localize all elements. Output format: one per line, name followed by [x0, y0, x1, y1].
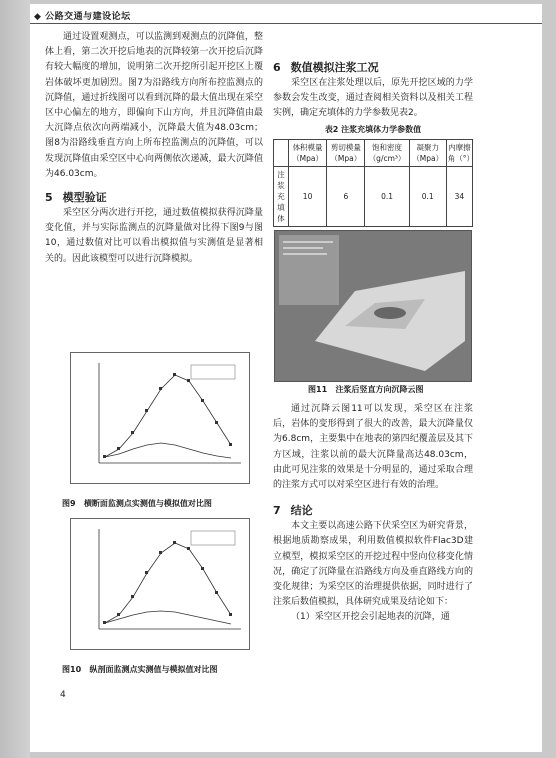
section-6-result: 通过沉降云图11可以发现，采空区在注浆后，岩体的变形得到了很大的改善，最大沉降量仅为6.8cm，主要集中在地表的第四纪覆盖层及其下方区域，注浆以前的最大沉降量高达48.03cm，由此可见注浆的效果是十分明显的，通过采取合理的注浆方式可以对采空区进行有效的治理。 — [273, 404, 473, 491]
right-column — [273, 60, 473, 227]
table-row: 注浆充填体 10 6 0.1 0.1 34 — [274, 166, 473, 226]
left-column — [45, 30, 263, 267]
header-rule — [30, 23, 542, 24]
intro-paragraph: 通过设置观测点，可以监测到观测点的沉降值，整体上看，第二次开挖后地表的沉降较第一次开挖后沉降有较大幅度的增加，说明第二次开挖所引起开挖区上覆岩体破坏更加剧烈。图7为沿路线方向所布控监测点的沉降值，通过折线图可以看到沉降的最大值出现在采空区中心偏左的地方，即偏向下山方向，并且沉降值由最大沉降点依次向两端减小，沉降最大值为48.03cm；图8为沿路线垂直方向上所布控监测点的沉降值，可以发现沉降值由采空区中心向两侧依次递减，最大沉降值为46.03cm。 — [45, 32, 263, 179]
section-6-heading: 6 数值模拟注浆工况 — [273, 61, 379, 74]
table-header-row: 体积模量（Mpa） 剪切模量（Mpa） 饱和密度（g/cm³） 凝聚力（Mpa） 内摩擦角（°） — [274, 139, 473, 166]
section-7-body: 本文主要以高速公路下伏采空区为研究背景，根据地质勘察成果，利用数值模拟软件Flac3D建立模型，模拟采空区的开挖过程中竖向位移变化情况，确定了沉降量在沿路线方向及垂直路线方向的变化规律；为采空区的治理提供依据，同时进行了注浆后数值模拟，具体研究成果及结论如下： — [273, 521, 473, 608]
contour-svg — [275, 231, 471, 381]
figure-9-caption: 图9 横断面监测点实测值与模拟值对比图 — [62, 499, 212, 508]
figure-10-caption: 图10 纵剖面监测点实测值与模拟值对比图 — [62, 665, 218, 674]
journal-header — [34, 9, 131, 22]
table-2 — [273, 139, 473, 227]
figure-10-chart — [70, 518, 250, 650]
right-column-lower — [273, 402, 473, 626]
figure-11-caption: 图11 注浆后竖直方向沉降云图 — [308, 385, 424, 394]
journal-marker: ◆ — [34, 12, 42, 22]
figure-10-svg — [71, 519, 249, 649]
figure-9-chart — [70, 352, 250, 484]
figure-9-svg — [71, 353, 249, 483]
scan-shadow — [0, 0, 30, 758]
page-number: 4 — [60, 690, 66, 700]
table-2-title: 表2 注浆充填体力学参数值 — [324, 124, 422, 134]
figure-11-contour-image — [274, 230, 472, 382]
journal-title: 公路交通与建设论坛 — [45, 12, 131, 22]
section-5-heading: 5 模型验证 — [45, 191, 107, 205]
conclusion-item-1: （1）采空区开挖会引起地表的沉降，通 — [291, 612, 450, 623]
section-6-body: 采空区在注浆处理以后，原先开挖区域的力学参数会发生改变，通过查阅相关资料以及相关工程实例，确定充填体的力学参数见表2。 — [273, 78, 473, 119]
section-5-body: 采空区分两次进行开挖，通过数值模拟获得沉降量变化值，并与实际监测点的沉降量做对比得下图9与图10，通过数值对比可以看出模拟值与实测值是显著相关的。因此该模型可以进行沉降模拟。 — [45, 208, 263, 264]
section-7-heading: 7 结论 — [273, 504, 313, 518]
